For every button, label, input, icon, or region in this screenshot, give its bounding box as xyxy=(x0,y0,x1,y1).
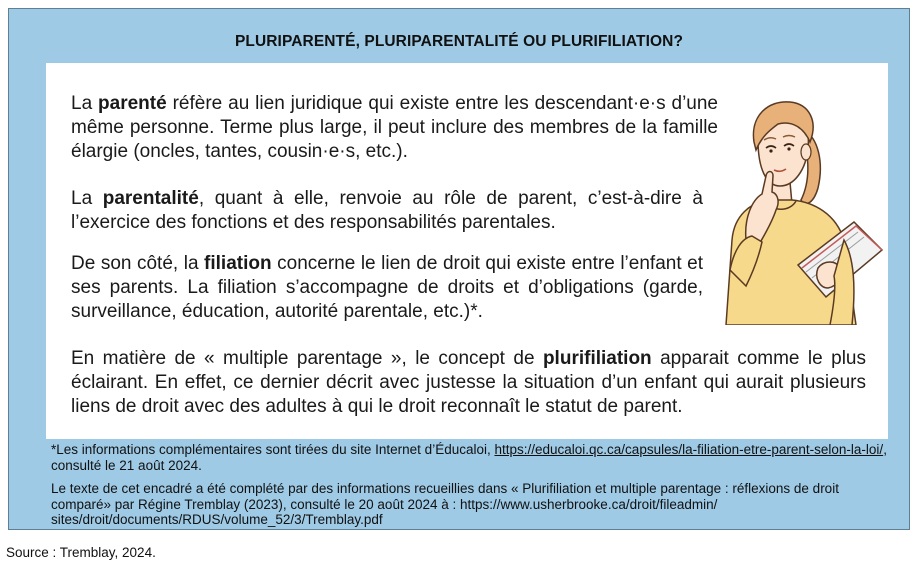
p2-post: , quant à elle, renvoie au rôle de parent, c’est-à-dire à l’exercice des fonctions et des responsabilités parentales. xyxy=(71,188,703,233)
p1-pre: La xyxy=(71,93,99,114)
footnote-1-pre: *Les informations complémentaires sont tirées du site Internet d’Éducaloi, xyxy=(51,442,495,457)
footnote-educaloi xyxy=(51,442,891,473)
paragraph-parentalite xyxy=(71,187,703,235)
term-filiation: filiation xyxy=(204,253,272,274)
p1-post: réfère au lien juridique qui existe entre les descendant·e·s d’une même personne. Terme plus large, il peut inclure des membres de la famille élargie (oncles, tantes, cousin·e·s, etc.). xyxy=(71,93,718,162)
footnote-tremblay: Le texte de cet encadré a été complété par des informations recueillies dans « Plurifiliation et multiple parentage : réflexions de droit comparé» par Régine Tremblay (2023), consulté le 20 août 2024 à : https://www.usherbrooke.ca/droit/fileadmin/ sites/droit/documents/RDUS/volume_52/3/Tremblay.pdf xyxy=(51,481,839,527)
p4-pre: En matière de « multiple parentage », le concept de xyxy=(71,348,543,369)
term-parentalite: parentalité xyxy=(102,188,199,209)
p4-post: apparait comme le plus éclairant. En effet, ce dernier décrit avec justesse la situation d’un enfant qui aurait plusieurs liens de droit avec des adultes à qui le droit reconnaît le statut de parent. xyxy=(71,348,866,417)
p2-pre: La xyxy=(71,188,103,209)
p3-pre: De son côté, la xyxy=(71,253,205,274)
paragraph-parente xyxy=(71,92,718,164)
term-plurifiliation: plurifiliation xyxy=(542,348,652,369)
source-caption: Source : Tremblay, 2024. xyxy=(6,545,156,560)
footnotes xyxy=(51,442,891,536)
box-title: PLURIPARENTÉ, PLURIPARENTALITÉ OU PLURIFILIATION? xyxy=(234,33,684,50)
footnote-1-post: , consulté le 21 août 2024. xyxy=(51,442,887,473)
p3-post: concerne le lien de droit qui existe entre l’enfant et ses parents. La filiation s’accompagne de droits et d’obligations (garde, surveillance, éducation, autorité parentale, etc.)*. xyxy=(71,253,703,322)
paragraph-plurifiliation xyxy=(71,347,866,419)
educaloi-link[interactable]: https://educaloi.qc.ca/capsules/la-filiation-etre-parent-selon-la-loi/ xyxy=(494,442,884,457)
definitions-card xyxy=(46,63,888,439)
term-parente: parenté xyxy=(98,93,167,114)
paragraph-filiation xyxy=(71,252,703,324)
info-box xyxy=(8,8,910,530)
thinking-woman-with-notebook-icon xyxy=(706,90,884,325)
